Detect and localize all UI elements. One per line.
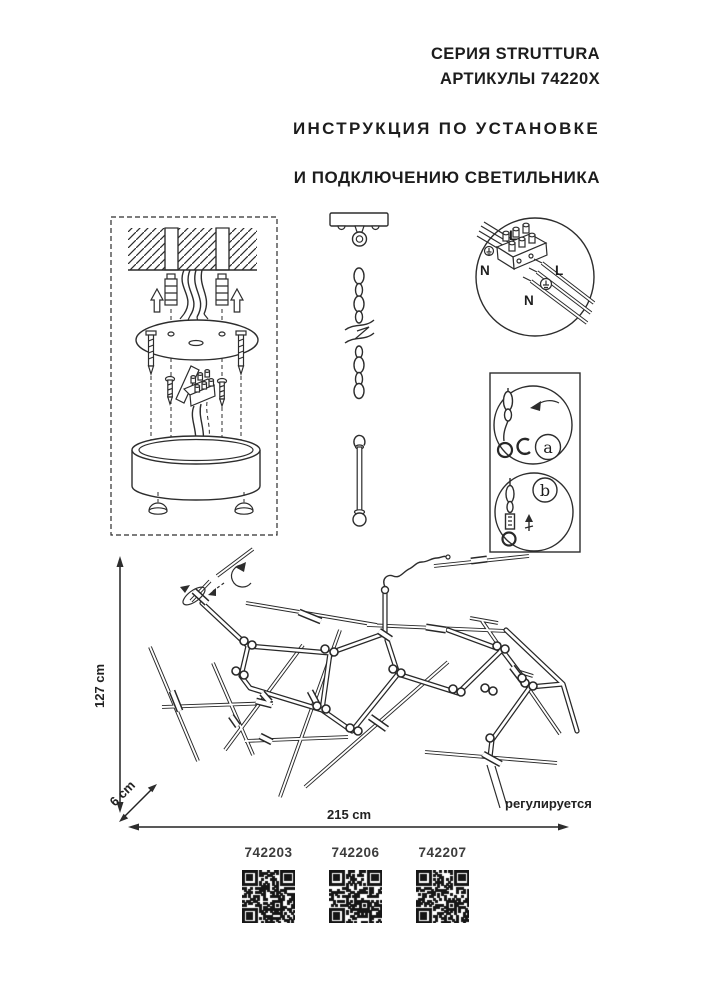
dimension-canopy-height: [107, 778, 157, 822]
chain-adjustment-detail: [490, 373, 580, 552]
rod-ball: [353, 513, 366, 526]
terminal-line-label: L: [509, 228, 518, 243]
wire-ground-icon: [541, 279, 552, 290]
article-code: 742206: [331, 845, 380, 860]
wire-neutral-label: N: [524, 293, 534, 308]
step-a-label: a: [543, 438, 553, 457]
chandelier-drawing: [150, 549, 577, 797]
wiring-detail: [476, 218, 594, 336]
ceiling-bracket-diagram: [330, 213, 388, 246]
article-code: 742207: [418, 845, 467, 860]
instruction-title-line1: ИНСТРУКЦИЯ ПО УСТАНОВКЕ: [293, 119, 600, 138]
series-title: СЕРИЯ STRUTTURA: [430, 45, 600, 63]
wall-anchor-left: [165, 274, 177, 305]
instruction-title-line2: И ПОДКЛЮЧЕНИЮ СВЕТИЛЬНИКА: [293, 168, 600, 187]
step-b-label: b: [539, 481, 551, 500]
ceiling-mount-diagram: [111, 217, 277, 535]
canopy-height-label: 6 cm: [106, 777, 139, 810]
dimension-height: [92, 556, 124, 813]
adjustable-callout: [487, 765, 592, 811]
ceiling-hatch: [128, 228, 257, 270]
dimension-width: [128, 807, 569, 831]
canopy: [132, 436, 260, 500]
detail-step-b: [495, 473, 573, 551]
qr-code: [242, 870, 295, 923]
adjustable-label: регулируется: [505, 796, 592, 811]
detail-step-a: [494, 386, 572, 464]
qr-item: [399, 845, 486, 923]
wire-line-label: L: [555, 263, 564, 278]
article-qr-section: [225, 845, 486, 923]
terminal-block-small: [176, 366, 215, 406]
articles-title: АРТИКУЛЫ 74220X: [440, 70, 600, 88]
insert-arrow-right-icon: [231, 289, 243, 312]
article-code: 742203: [244, 845, 293, 860]
ground-icon: [485, 247, 494, 256]
suspension-cable: [382, 555, 451, 594]
fixing-screw-right: [218, 379, 227, 407]
qr-code: [329, 870, 382, 923]
qr-item: [312, 845, 399, 923]
fixing-screw-left: [166, 377, 175, 405]
suspension-rod-diagram: [353, 435, 366, 526]
height-label: 127 cm: [92, 663, 107, 708]
chain-diagram: [345, 268, 374, 399]
width-label: 215 cm: [327, 807, 372, 822]
supply-wires: [180, 270, 208, 323]
qr-code: [416, 870, 469, 923]
terminal-neutral-label: N: [480, 263, 490, 278]
insert-arrow-left-icon: [151, 289, 163, 312]
wall-anchor-right: [216, 274, 228, 305]
qr-item: [225, 845, 312, 923]
rotation-indicator: [180, 562, 251, 608]
dimensions: [92, 556, 592, 831]
